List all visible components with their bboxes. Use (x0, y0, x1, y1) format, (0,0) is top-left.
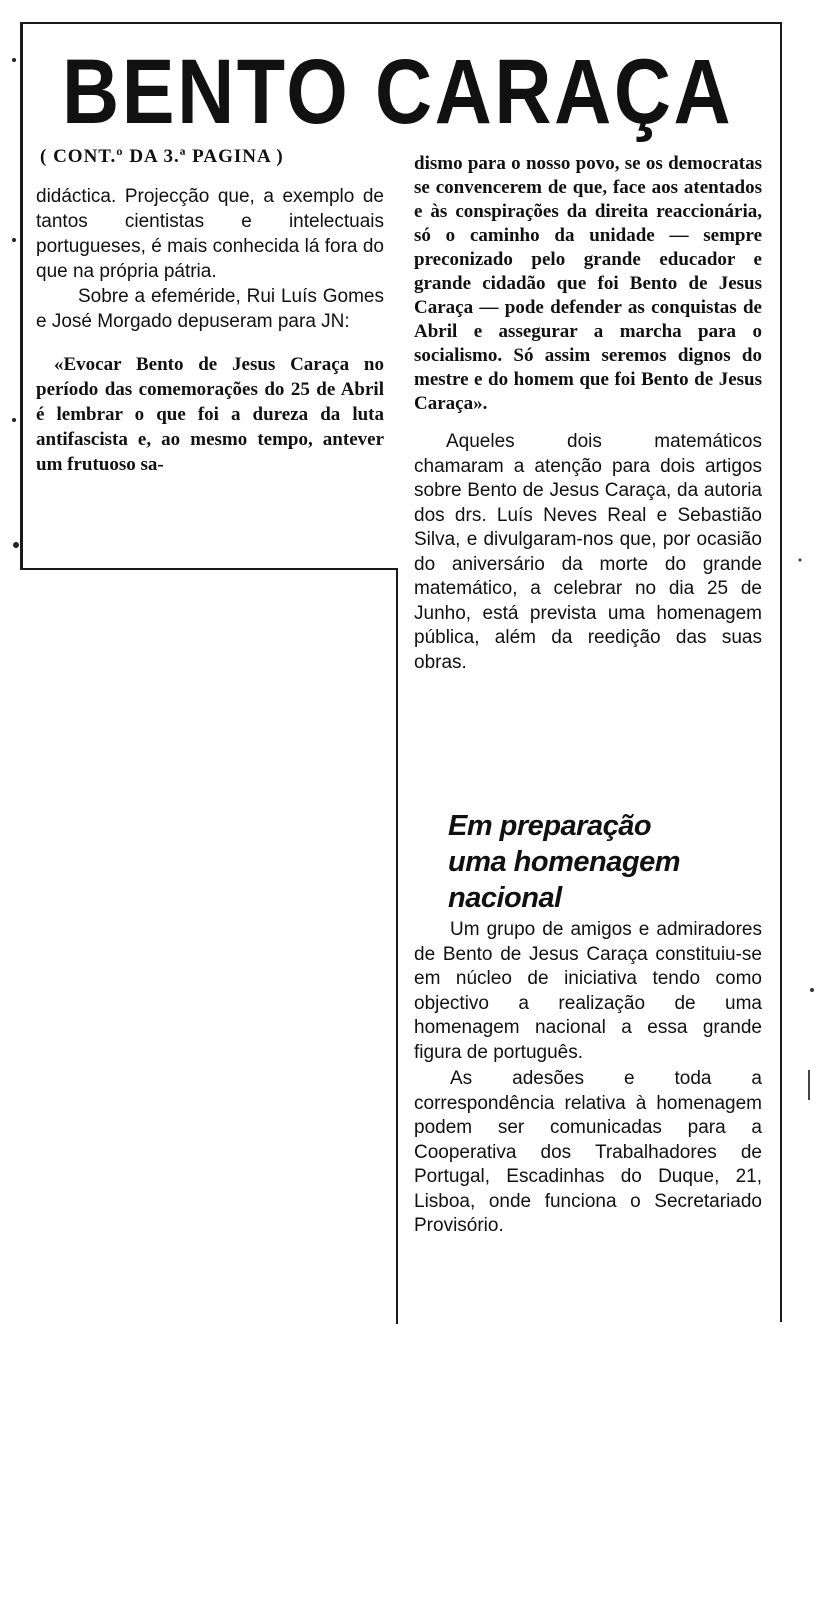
speck (13, 542, 19, 548)
quote-end: dismo para o nosso povo, se os democratas se convencerem de que, face aos atentados e às conspirações da direita reaccionária, só o caminho da unidade — sempre preconizado pelo grande educador e grande cidadão que foi Bento de Jesus Caraça — pode defender as conquistas de Abril e assegurar a marcha para o socialismo. Só assim seremos dignos do mestre e do homem que foi Bento de Jesus Caraça». (414, 153, 762, 414)
speck (808, 1070, 810, 1100)
quote-start: «Evocar Bento de Jesus Caraça no período das comemorações do 25 de Abril é lembrar o que foi a dureza da luta antifascista e, ao mesmo tempo, antever um frutuoso sa- (36, 354, 384, 475)
speck (810, 988, 814, 992)
subheading-line-3: nacional (448, 882, 562, 914)
paragraph-adhesions: As adesões e toda a correspondência relativa à homenagem podem ser comunicadas para a Cooperativa dos Trabalhadores de Portugal, Escadinhas do Duque, 21, Lisboa, onde funciona o Secretariado Provisório. (414, 1068, 762, 1236)
speck (12, 238, 16, 242)
frame-left-rule (20, 22, 23, 570)
headline: BENTO CARAÇA (62, 41, 734, 143)
subheading (448, 808, 768, 916)
frame-top-rule (22, 22, 782, 24)
speck (799, 559, 802, 562)
paragraph-efemeride: Sobre a efeméride, Rui Luís Gomes e José Morgado depuseram para JN: (36, 286, 384, 332)
paragraph-group: Um grupo de amigos e admiradores de Bento de Jesus Caraça constituiu-se em núcleo de iniciativa tendo como objectivo a realização de uma homenagem nacional a essa grande figura de português. (414, 919, 762, 1063)
speck (12, 418, 16, 422)
paragraph-mathematicians: Aqueles dois matemáticos chamaram a atenção para dois artigos sobre Bento de Jesus Caraça, da autoria dos drs. Luís Neves Real e Sebastião Silva, e divulgaram-nos que, por ocasião do aniversário da morte do grande matemático, a celebrar no dia 25 de Junho, está prevista uma homenagem pública, além da reedição das suas obras. (414, 431, 762, 673)
continuation-note: ( CONT.º DA 3.ª PAGINA ) (40, 146, 284, 167)
column-divider-rule (396, 568, 398, 1324)
speck (12, 58, 16, 62)
column-left (36, 184, 384, 477)
paragraph-intro: didáctica. Projecção que, a exemplo de tantos cientistas e intelectuais portugueses, é mais conhecida lá fora do que na própria pátria. (36, 186, 384, 282)
frame-bottom-rule (20, 568, 398, 570)
column-right-top (414, 152, 762, 675)
column-right-bottom (414, 918, 762, 1239)
subheading-line-1: Em preparação (448, 810, 652, 842)
subheading-line-2: uma homenagem (448, 846, 680, 878)
frame-right-rule (780, 22, 782, 1322)
